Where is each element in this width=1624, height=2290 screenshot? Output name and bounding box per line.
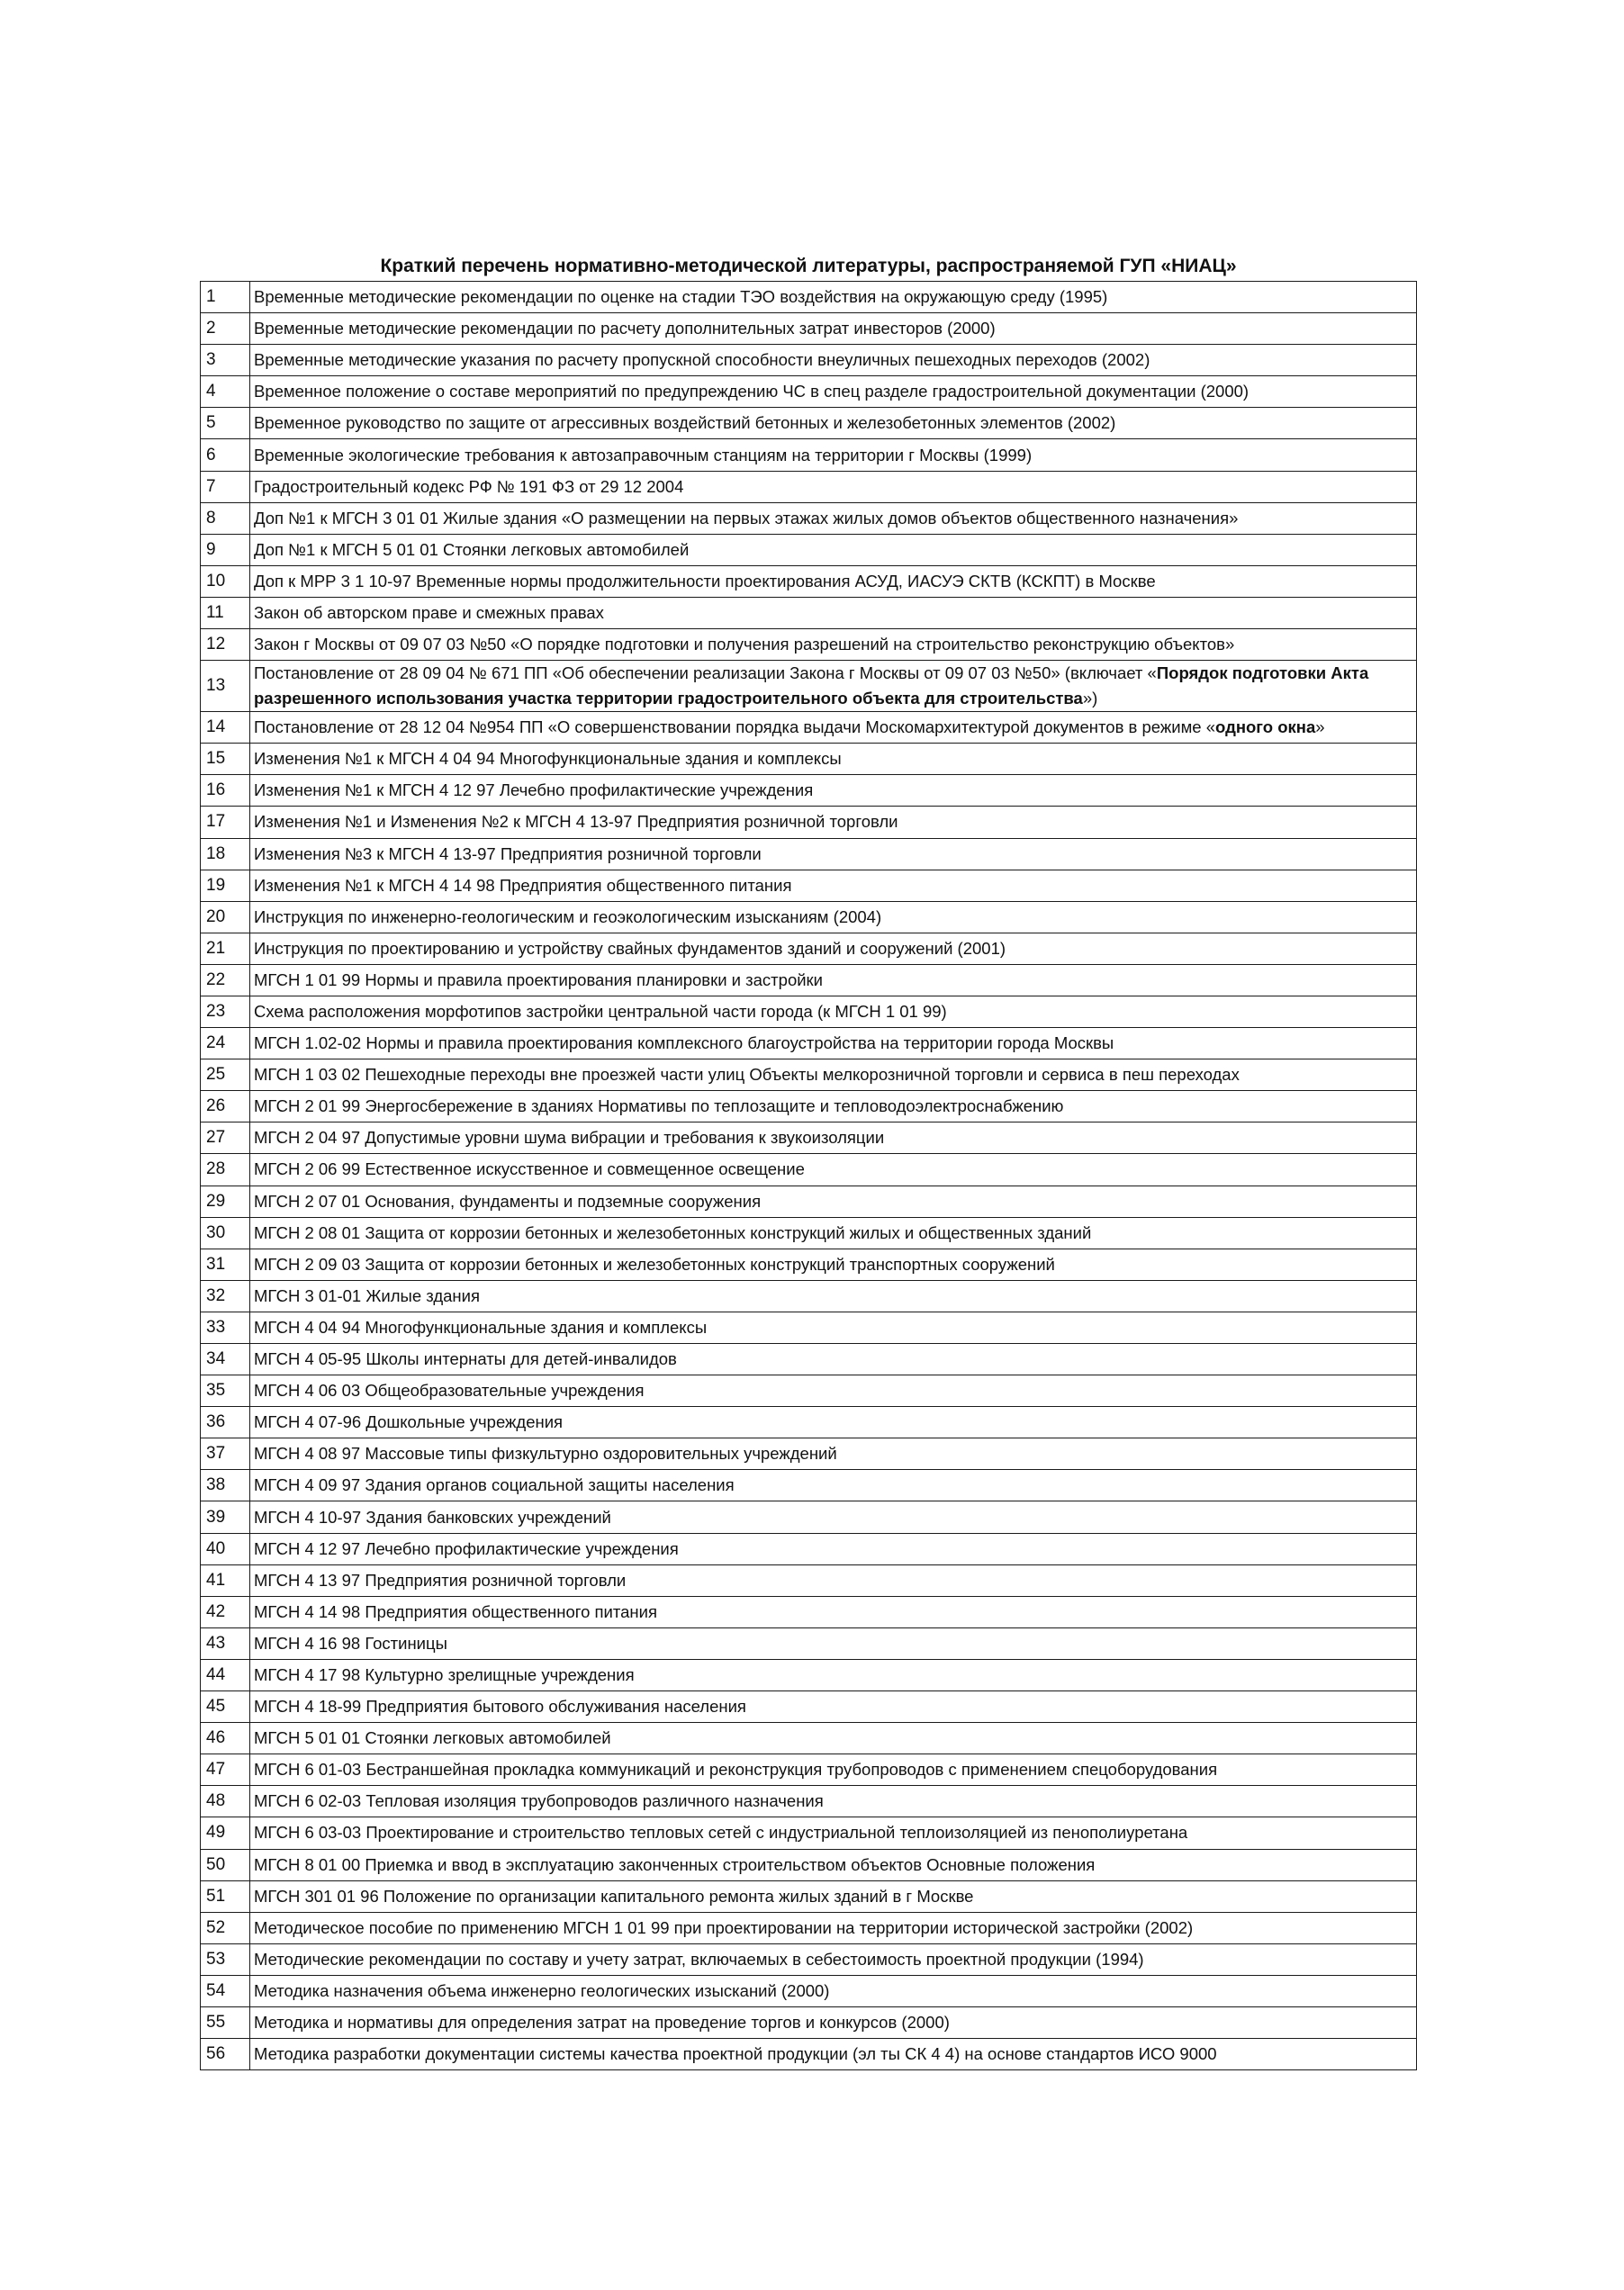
table-row (201, 629, 1417, 661)
row-title: МГСН 2 07 01 Основания, фундаменты и подземные сооружения (250, 1186, 1417, 1217)
row-title: МГСН 2 04 97 Допустимые уровни шума вибрации и требования к звукоизоляции (250, 1122, 1417, 1154)
row-title: МГСН 1 01 99 Нормы и правила проектирования планировки и застройки (250, 964, 1417, 996)
table-row (201, 1501, 1417, 1533)
row-title: МГСН 4 18-99 Предприятия бытового обслуживания населения (250, 1691, 1417, 1723)
row-title: Градостроительный кодекс РФ № 191 ФЗ от 29 12 2004 (250, 471, 1417, 502)
row-number: 13 (201, 661, 250, 712)
row-title: Инструкция по инженерно-геологическим и геоэкологическим изысканиям (2004) (250, 901, 1417, 933)
table-row (201, 1344, 1417, 1375)
row-number: 4 (201, 376, 250, 408)
row-title (250, 712, 1417, 744)
row-title: Методические рекомендации по составу и учету затрат, включаемых в себестоимость проектной продукции (1994) (250, 1943, 1417, 1975)
row-title: Методика и нормативы для определения затрат на проведение торгов и конкурсов (2000) (250, 2006, 1417, 2038)
row-number: 33 (201, 1312, 250, 1343)
row-title: Доп к МРР 3 1 10-97 Временные нормы продолжительности проектирования АСУД, ИАСУЭ СКТВ (КСКПТ) в Москве (250, 565, 1417, 597)
row-title: Временные методические рекомендации по оценке на стадии ТЭО воздействия на окружающую среду (1995) (250, 282, 1417, 313)
row-number: 25 (201, 1059, 250, 1091)
table-row (201, 1754, 1417, 1786)
row-title: МГСН 4 12 97 Лечебно профилактические учреждения (250, 1533, 1417, 1564)
table-row (201, 1091, 1417, 1122)
table-row (201, 807, 1417, 838)
table-row (201, 1817, 1417, 1849)
table-row (201, 933, 1417, 964)
table-row (201, 1533, 1417, 1564)
row-title: МГСН 1 03 02 Пешеходные переходы вне проезжей части улиц Объекты мелкорозничной торговли и сервиса в пеш переходах (250, 1059, 1417, 1091)
row-title: МГСН 2 08 01 Защита от коррозии бетонных и железобетонных конструкций жилых и общественных зданий (250, 1217, 1417, 1249)
row-title-text-end: ») (1082, 689, 1098, 708)
row-number: 28 (201, 1154, 250, 1186)
table-row (201, 282, 1417, 313)
table-row (201, 1407, 1417, 1438)
row-number: 36 (201, 1407, 250, 1438)
table-row (201, 1438, 1417, 1470)
row-number: 8 (201, 502, 250, 534)
table-row (201, 1849, 1417, 1880)
row-title: МГСН 3 01-01 Жилые здания (250, 1280, 1417, 1312)
row-title: МГСН 5 01 01 Стоянки легковых автомобилей (250, 1723, 1417, 1754)
row-title: Закон об авторском праве и смежных правах (250, 597, 1417, 628)
row-number: 32 (201, 1280, 250, 1312)
table-row (201, 1564, 1417, 1596)
row-title: Временные методические рекомендации по расчету дополнительных затрат инвесторов (2000) (250, 313, 1417, 345)
row-title: МГСН 6 03-03 Проектирование и строительство тепловых сетей с индустриальной теплоизоляцией из пенополиуретана (250, 1817, 1417, 1849)
row-title-text: Постановление от 28 09 04 № 671 ПП «Об обеспечении реализации Закона г Москвы от 09 07 03 №50» (включает « (254, 663, 1157, 683)
row-number: 6 (201, 439, 250, 471)
row-number: 21 (201, 933, 250, 964)
row-number: 40 (201, 1533, 250, 1564)
row-number: 14 (201, 712, 250, 744)
row-title (250, 661, 1417, 712)
row-title: МГСН 6 02-03 Тепловая изоляция трубопроводов различного назначения (250, 1786, 1417, 1817)
row-title: МГСН 2 06 99 Естественное искусственное и совмещенное освещение (250, 1154, 1417, 1186)
row-title: МГСН 8 01 00 Приемка и ввод в эксплуатацию законченных строительством объектов Основные положения (250, 1849, 1417, 1880)
row-number: 20 (201, 901, 250, 933)
row-number: 42 (201, 1596, 250, 1627)
row-number: 23 (201, 996, 250, 1027)
table-row (201, 376, 1417, 408)
row-number: 38 (201, 1470, 250, 1501)
table-row (201, 964, 1417, 996)
row-title-bold-text: Порядок подготовки Акта разрешенного использования участка территории градостроительного объекта для строительства (254, 663, 1369, 708)
row-title: Изменения №1 к МГСН 4 14 98 Предприятия общественного питания (250, 870, 1417, 901)
table-row (201, 2006, 1417, 2038)
table-row (201, 712, 1417, 744)
literature-list-body (201, 282, 1417, 2070)
row-number: 30 (201, 1217, 250, 1249)
table-row (201, 1627, 1417, 1659)
table-row (201, 565, 1417, 597)
row-title-text-end: » (1315, 717, 1325, 737)
row-title: МГСН 4 05-95 Школы интернаты для детей-инвалидов (250, 1344, 1417, 1375)
table-row (201, 1249, 1417, 1280)
table-row (201, 1912, 1417, 1943)
row-number: 10 (201, 565, 250, 597)
row-number: 31 (201, 1249, 250, 1280)
literature-list-table (200, 281, 1417, 2070)
row-title: МГСН 4 14 98 Предприятия общественного питания (250, 1596, 1417, 1627)
table-row (201, 439, 1417, 471)
row-title: МГСН 4 10-97 Здания банковских учреждений (250, 1501, 1417, 1533)
row-title: МГСН 4 13 97 Предприятия розничной торговли (250, 1564, 1417, 1596)
row-title: Методика разработки документации системы качества проектной продукции (эл ты СК 4 4) на основе стандартов ИСО 9000 (250, 2039, 1417, 2070)
row-number: 26 (201, 1091, 250, 1122)
row-title: Закон г Москвы от 09 07 03 №50 «О порядке подготовки и получения разрешений на строительство реконструкцию объектов» (250, 629, 1417, 661)
table-row (201, 597, 1417, 628)
row-number: 29 (201, 1186, 250, 1217)
table-row (201, 313, 1417, 345)
row-number: 49 (201, 1817, 250, 1849)
row-number: 43 (201, 1627, 250, 1659)
table-row (201, 1596, 1417, 1627)
table-row (201, 661, 1417, 712)
table-row (201, 1375, 1417, 1407)
row-number: 41 (201, 1564, 250, 1596)
table-row (201, 2039, 1417, 2070)
table-row (201, 1312, 1417, 1343)
row-number: 1 (201, 282, 250, 313)
row-title: МГСН 301 01 96 Положение по организации капитального ремонта жилых зданий в г Москве (250, 1880, 1417, 1912)
table-row (201, 838, 1417, 870)
table-row (201, 502, 1417, 534)
row-title: МГСН 2 01 99 Энергосбережение в зданиях Нормативы по теплозащите и тепловодоэлектроснабжению (250, 1091, 1417, 1122)
row-number: 19 (201, 870, 250, 901)
table-row (201, 1028, 1417, 1059)
table-row (201, 901, 1417, 933)
row-title: Временные экологические требования к автозаправочным станциям на территории г Москвы (1999) (250, 439, 1417, 471)
row-title-text: Постановление от 28 12 04 №954 ПП «О совершенствовании порядка выдачи Москомархитектурой документов в режиме « (254, 717, 1216, 737)
row-number: 3 (201, 345, 250, 376)
row-number: 27 (201, 1122, 250, 1154)
row-number: 51 (201, 1880, 250, 1912)
row-number: 22 (201, 964, 250, 996)
row-title: Временное положение о составе мероприятий по предупреждению ЧС в спец разделе градостроительной документации (2000) (250, 376, 1417, 408)
row-title: МГСН 2 09 03 Защита от коррозии бетонных и железобетонных конструкций транспортных сооружений (250, 1249, 1417, 1280)
row-number: 56 (201, 2039, 250, 2070)
row-title: Изменения №1 к МГСН 4 04 94 Многофункциональные здания и комплексы (250, 744, 1417, 775)
row-number: 17 (201, 807, 250, 838)
table-row (201, 1186, 1417, 1217)
table-row (201, 1786, 1417, 1817)
row-number: 39 (201, 1501, 250, 1533)
row-title: МГСН 4 06 03 Общеобразовательные учреждения (250, 1375, 1417, 1407)
row-number: 15 (201, 744, 250, 775)
row-title: МГСН 6 01-03 Бестраншейная прокладка коммуникаций и реконструкция трубопроводов с применением спецоборудования (250, 1754, 1417, 1786)
table-row (201, 870, 1417, 901)
table-row (201, 1280, 1417, 1312)
table-row (201, 1154, 1417, 1186)
row-number: 55 (201, 2006, 250, 2038)
table-row (201, 1880, 1417, 1912)
row-title: Инструкция по проектированию и устройству свайных фундаментов зданий и сооружений (2001) (250, 933, 1417, 964)
row-number: 11 (201, 597, 250, 628)
row-number: 2 (201, 313, 250, 345)
row-title: МГСН 4 08 97 Массовые типы физкультурно оздоровительных учреждений (250, 1438, 1417, 1470)
row-title: МГСН 4 09 97 Здания органов социальной защиты населения (250, 1470, 1417, 1501)
table-row (201, 1975, 1417, 2006)
row-number: 46 (201, 1723, 250, 1754)
document-title: Краткий перечень нормативно-методической литературы, распространяемой ГУП «НИАЦ» (380, 256, 1237, 276)
row-number: 47 (201, 1754, 250, 1786)
row-number: 5 (201, 408, 250, 439)
row-number: 48 (201, 1786, 250, 1817)
row-number: 44 (201, 1659, 250, 1690)
row-title: МГСН 1.02-02 Нормы и правила проектирования комплексного благоустройства на территории города Москвы (250, 1028, 1417, 1059)
row-number: 12 (201, 629, 250, 661)
row-title: МГСН 4 16 98 Гостиницы (250, 1627, 1417, 1659)
table-row (201, 1691, 1417, 1723)
table-row (201, 534, 1417, 565)
row-title: Методика назначения объема инженерно геологических изысканий (2000) (250, 1975, 1417, 2006)
row-number: 16 (201, 775, 250, 807)
row-number: 35 (201, 1375, 250, 1407)
table-row (201, 471, 1417, 502)
table-row (201, 1470, 1417, 1501)
row-number: 9 (201, 534, 250, 565)
row-title: Временные методические указания по расчету пропускной способности внеуличных пешеходных переходов (2002) (250, 345, 1417, 376)
table-row (201, 1122, 1417, 1154)
row-title: МГСН 4 04 94 Многофункциональные здания и комплексы (250, 1312, 1417, 1343)
table-row (201, 775, 1417, 807)
row-title: Изменения №1 к МГСН 4 12 97 Лечебно профилактические учреждения (250, 775, 1417, 807)
row-number: 53 (201, 1943, 250, 1975)
row-title: Схема расположения морфотипов застройки центральной части города (к МГСН 1 01 99) (250, 996, 1417, 1027)
table-row (201, 345, 1417, 376)
row-number: 45 (201, 1691, 250, 1723)
table-row (201, 1943, 1417, 1975)
row-title: МГСН 4 17 98 Культурно зрелищные учреждения (250, 1659, 1417, 1690)
row-title-bold-text: одного окна (1215, 717, 1316, 737)
row-title: Доп №1 к МГСН 3 01 01 Жилые здания «О размещении на первых этажах жилых домов объектов общественного назначения» (250, 502, 1417, 534)
row-number: 34 (201, 1344, 250, 1375)
row-number: 54 (201, 1975, 250, 2006)
row-number: 18 (201, 838, 250, 870)
row-title: Изменения №3 к МГСН 4 13-97 Предприятия розничной торговли (250, 838, 1417, 870)
row-title: Доп №1 к МГСН 5 01 01 Стоянки легковых автомобилей (250, 534, 1417, 565)
row-number: 52 (201, 1912, 250, 1943)
table-row (201, 1059, 1417, 1091)
table-row (201, 996, 1417, 1027)
table-row (201, 408, 1417, 439)
row-number: 50 (201, 1849, 250, 1880)
table-row (201, 1217, 1417, 1249)
row-title: МГСН 4 07-96 Дошкольные учреждения (250, 1407, 1417, 1438)
table-row (201, 1723, 1417, 1754)
row-title: Временное руководство по защите от агрессивных воздействий бетонных и железобетонных элементов (2002) (250, 408, 1417, 439)
row-number: 37 (201, 1438, 250, 1470)
table-row (201, 744, 1417, 775)
table-row (201, 1659, 1417, 1690)
row-number: 24 (201, 1028, 250, 1059)
row-number: 7 (201, 471, 250, 502)
row-title: Методическое пособие по применению МГСН 1 01 99 при проектировании на территории исторической застройки (2002) (250, 1912, 1417, 1943)
row-title: Изменения №1 и Изменения №2 к МГСН 4 13-97 Предприятия розничной торговли (250, 807, 1417, 838)
